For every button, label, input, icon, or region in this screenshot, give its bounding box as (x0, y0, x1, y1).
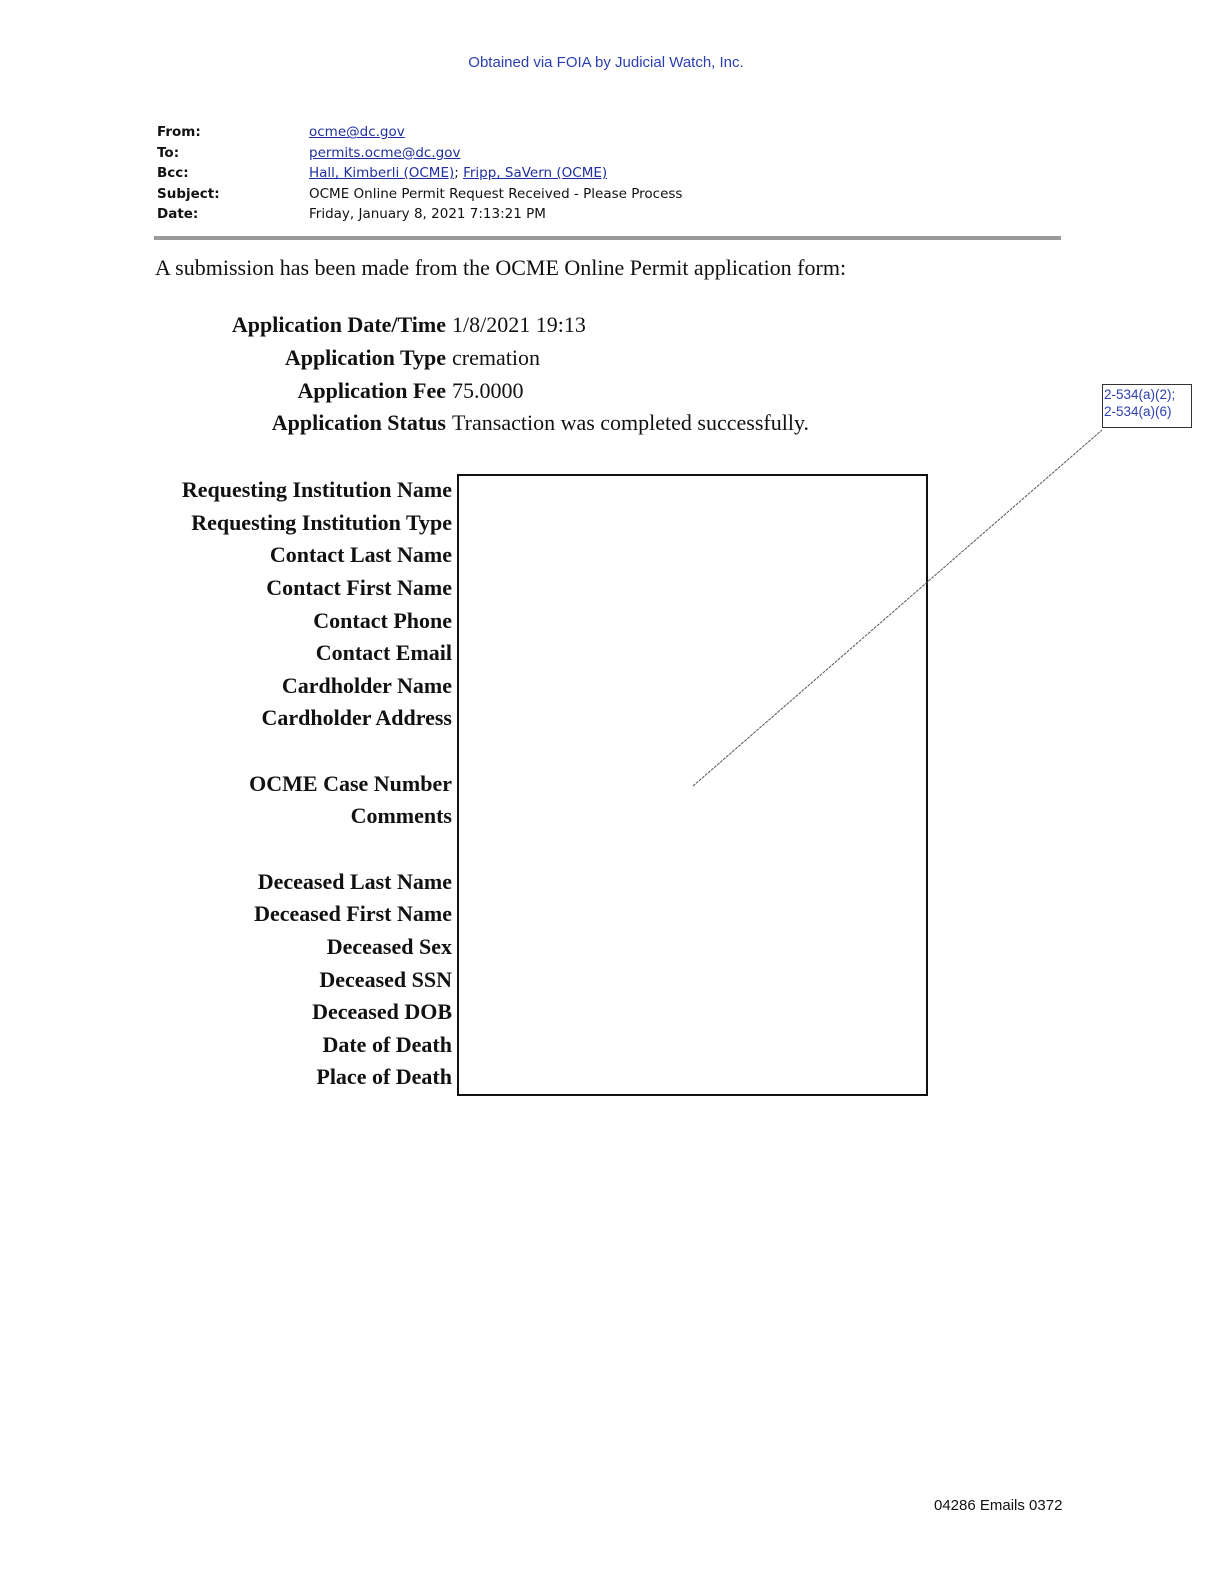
application-fee-label: Application Fee (297, 378, 446, 403)
subject-value: OCME Online Permit Request Received - Please Process (309, 185, 683, 202)
field-label: Cardholder Name (281, 673, 452, 698)
field-label: Deceased DOB (312, 999, 452, 1024)
field-label: Deceased SSN (319, 967, 452, 992)
intro-text: A submission has been made from the OCME Online Permit application form: (155, 255, 847, 280)
to-link[interactable]: permits.ocme@dc.gov (309, 144, 461, 161)
field-label: Contact First Name (266, 575, 452, 600)
to-label: To: (157, 144, 180, 161)
date-label: Date: (157, 206, 199, 223)
bcc-label: Bcc: (157, 165, 189, 182)
field-label: Deceased First Name (254, 901, 452, 926)
field-label: Contact Last Name (269, 542, 452, 567)
field-label: Contact Phone (313, 608, 452, 633)
application-fee-value: 75.0000 (452, 378, 524, 403)
application-type-label: Application Type (284, 345, 446, 370)
field-label: Comments (350, 803, 452, 828)
field-label: Place of Death (316, 1064, 452, 1089)
field-label: Requesting Institution Name (181, 477, 452, 502)
application-type-value: cremation (452, 345, 540, 370)
field-label: Requesting Institution Type (191, 510, 452, 535)
field-label: Cardholder Address (261, 705, 452, 730)
exemption-line-1: 2-534(a)(2); (1104, 387, 1176, 402)
bates-number: 04286 Emails 0372 (934, 1497, 1063, 1514)
application-datetime-value: 1/8/2021 19:13 (452, 312, 586, 337)
bcc-recipient-2[interactable]: Fripp, SaVern (OCME) (463, 165, 608, 182)
exemption-note (1102, 384, 1192, 428)
subject-label: Subject: (157, 185, 220, 202)
field-label: Contact Email (315, 640, 452, 665)
application-status-label: Application Status (271, 410, 446, 435)
field-label: Deceased Last Name (257, 869, 452, 894)
date-value: Friday, January 8, 2021 7:13:21 PM (309, 206, 546, 223)
foia-watermark: Obtained via FOIA by Judicial Watch, Inc. (468, 54, 744, 71)
application-status-value: Transaction was completed successfully. (452, 410, 810, 435)
application-datetime-label: Application Date/Time (231, 312, 446, 337)
field-label: OCME Case Number (249, 771, 452, 796)
bcc-separator: ; (454, 165, 464, 182)
field-label: Date of Death (322, 1032, 452, 1057)
from-label: From: (157, 124, 201, 141)
exemption-line-2: 2-534(a)(6) (1104, 404, 1172, 419)
bcc-recipient-1[interactable]: Hall, Kimberli (OCME) (309, 165, 455, 182)
from-link[interactable]: ocme@dc.gov (309, 124, 405, 141)
field-label: Deceased Sex (326, 934, 452, 959)
